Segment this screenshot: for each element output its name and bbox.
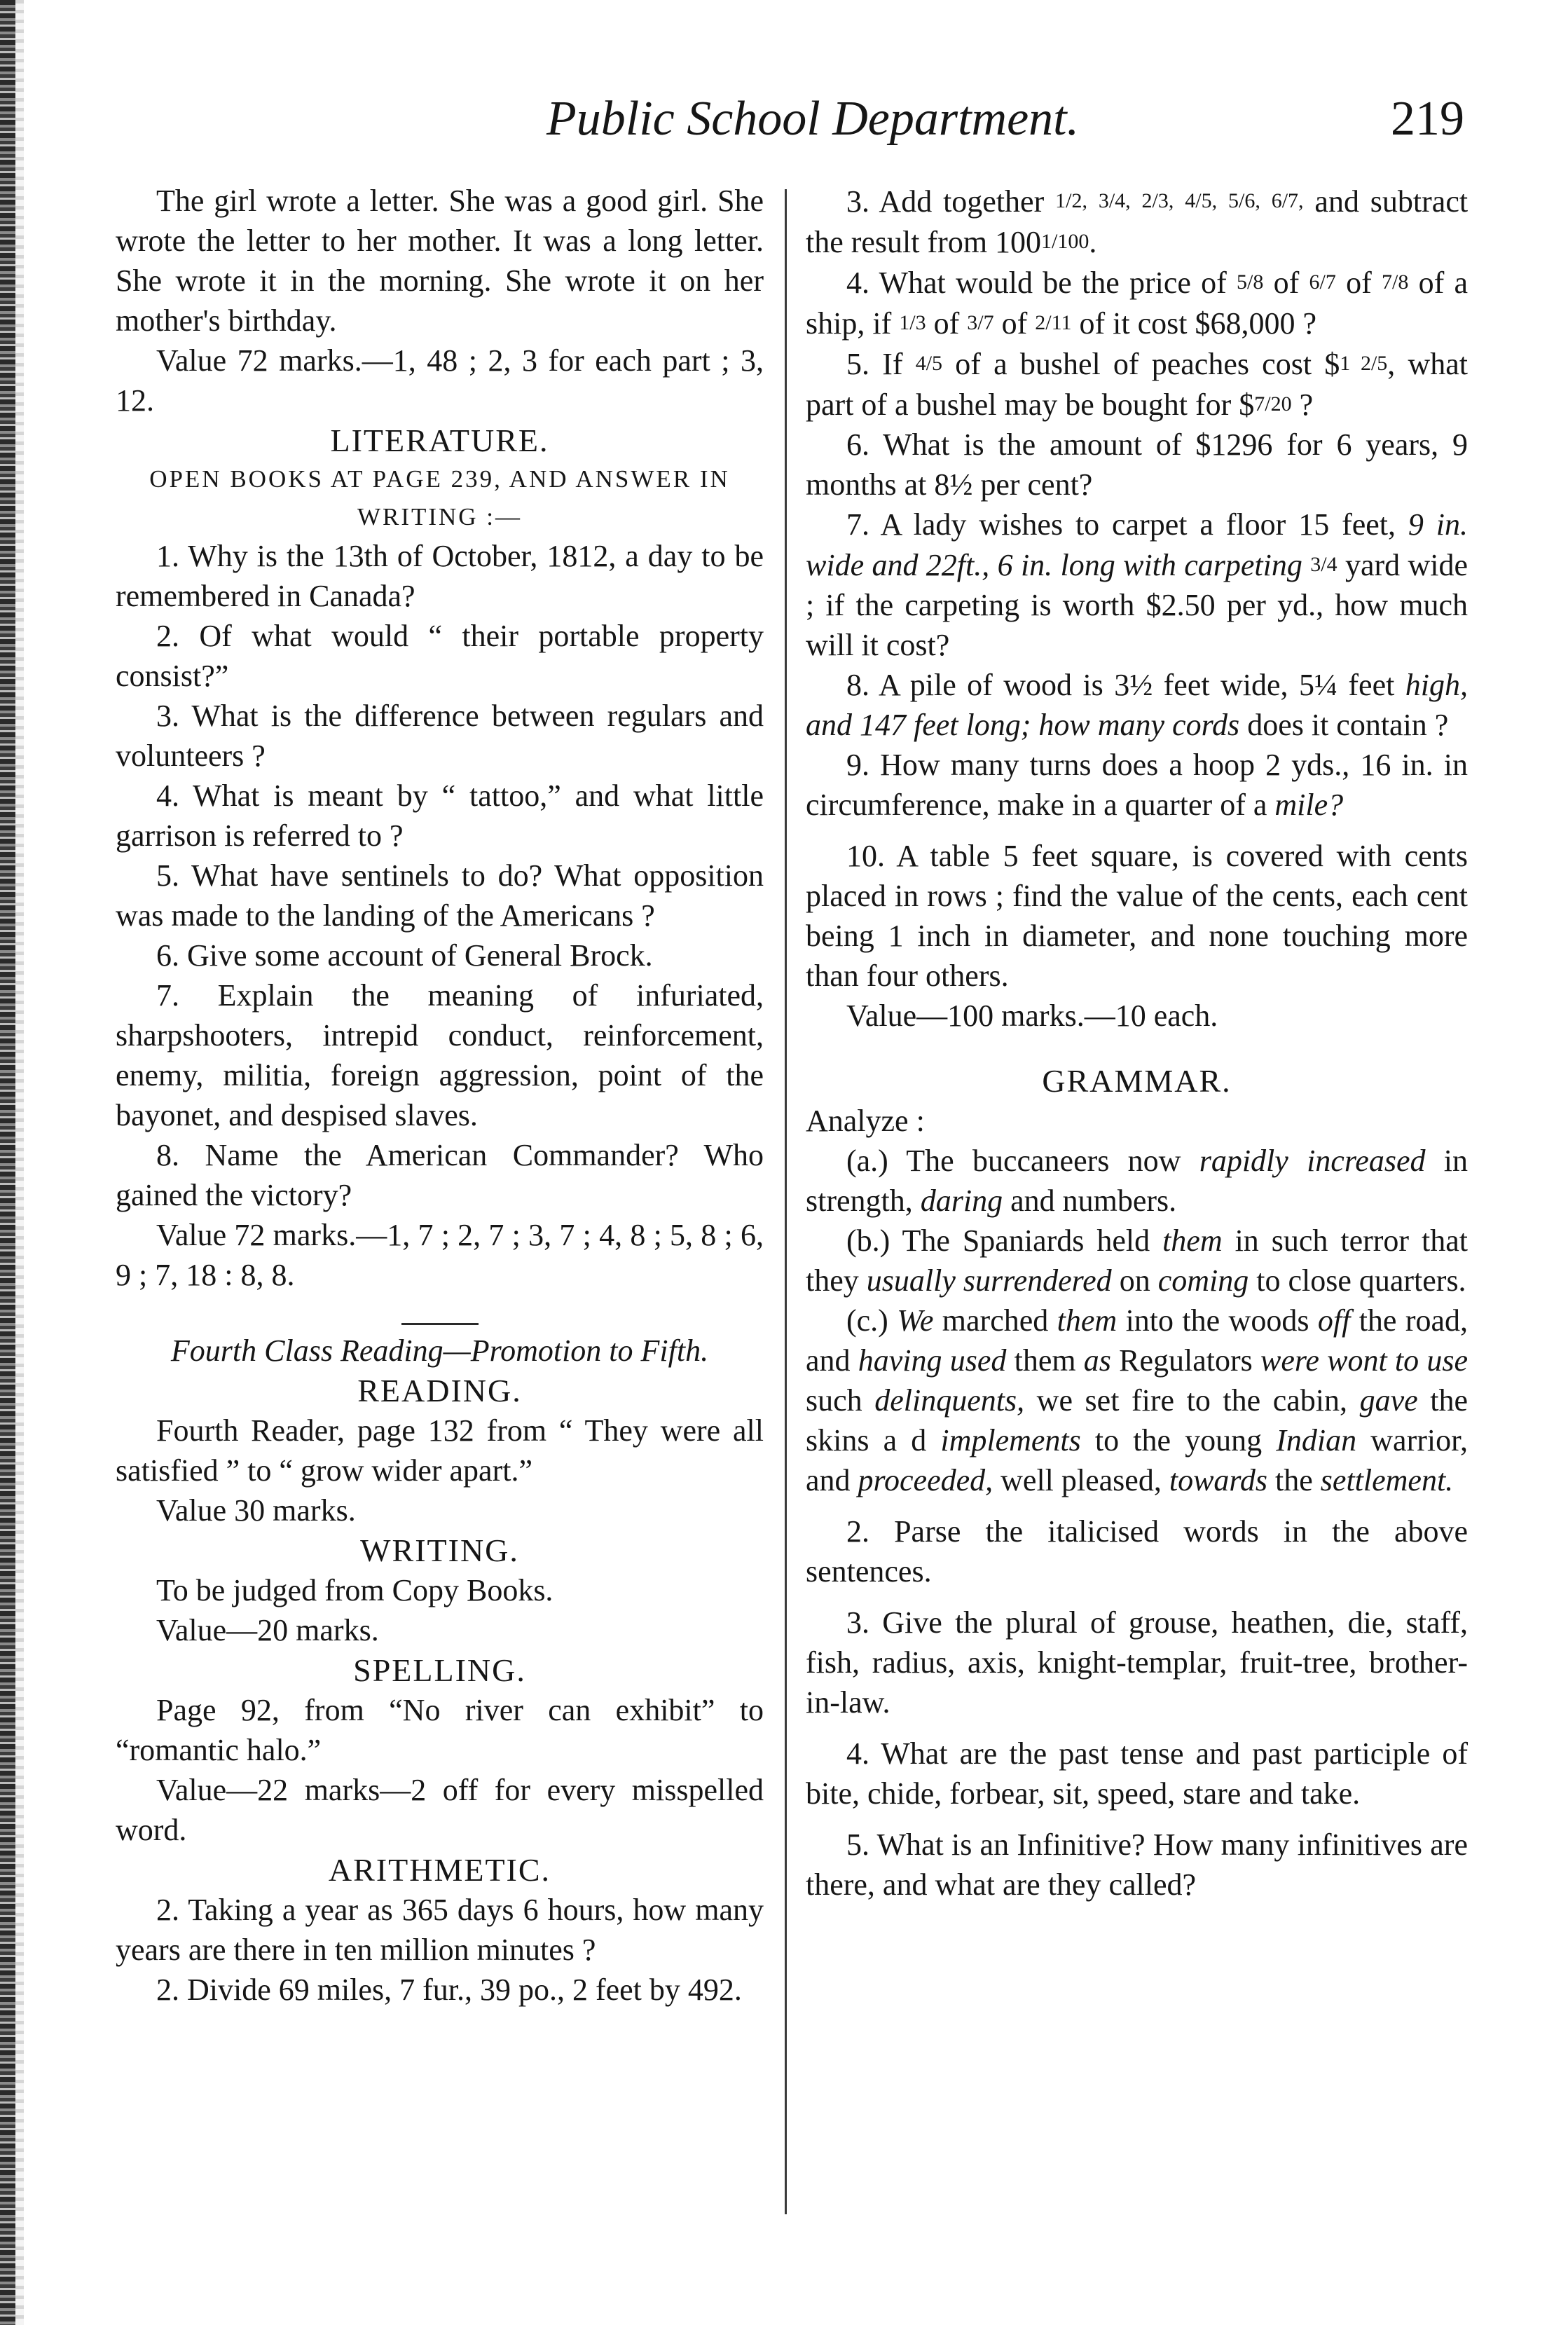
literature-question: 1. Why is the 13th of October, 1812, a day to be remembered in Canada? (116, 539, 764, 613)
arithmetic-value: Value—100 marks.—10 each. (846, 999, 1218, 1033)
grammar-analyze-label: Analyze : (806, 1104, 925, 1138)
column-divider (785, 189, 787, 2214)
running-head: Public School Department. (546, 92, 1080, 146)
dictation-text: The girl wrote a letter. She was a good girl. She wrote the letter to her mother. It was a long letter. She wrote it in the morning. She wrote it on her mother's birthday. (116, 184, 764, 338)
arithmetic-question-7: 7. A lady wishes to carpet a floor 15 feet, 9 in. wide and 22ft., 6 in. long with carpeting 3/4 yard wide ; if the carpeting is worth $2.50 per yd., how much will it cost? (806, 507, 1469, 662)
reading-value: Value 30 marks. (156, 1493, 356, 1528)
literature-instruction: OPEN BOOKS AT PAGE 239, AND ANSWER IN WRITING :— (149, 465, 730, 530)
grammar-sentence-b: (b.) The Spaniards held them in such terror that they usually surrendered on coming to close quarters. (806, 1223, 1469, 1298)
writing-heading: WRITING. (360, 1532, 519, 1568)
fraction: 5/6, (1227, 189, 1260, 212)
left-column (116, 181, 764, 2010)
fraction: 1/100 (1041, 230, 1089, 253)
page-number: 219 (1391, 92, 1464, 146)
dictation-value: Value 72 marks.—1, 48 ; 2, 3 for each part ; 3, 12. (116, 343, 764, 418)
fraction: 5/8 (1237, 270, 1264, 294)
spelling-value: Value—22 marks—2 off for every misspelled word. (116, 1773, 764, 1847)
fraction: 3/4 (1310, 553, 1337, 576)
literature-question: 7. Explain the meaning of infuriated, sharpshooters, intrepid conduct, reinforcement, enemy, militia, foreign aggression, point of the bayonet, and despised slaves. (116, 978, 764, 1132)
fraction: 2/3, (1141, 189, 1174, 212)
grammar-question: 4. What are the past tense and past participle of bite, chide, forbear, sit, speed, stare and take. (806, 1736, 1468, 1811)
grammar-question: 2. Parse the italicised words in the above sentences. (806, 1514, 1468, 1589)
reading-heading: READING. (357, 1373, 522, 1408)
fraction: 3/4, (1098, 189, 1131, 212)
class-heading: Fourth Class Reading—Promotion to Fifth. (170, 1333, 709, 1368)
fraction: 3/7 (967, 311, 994, 334)
arithmetic-question: 2. Divide 69 miles, 7 fur., 39 po., 2 feet by 492. (156, 1973, 742, 2007)
arithmetic-heading: ARITHMETIC. (328, 1852, 551, 1888)
grammar-sentence-c: (c.) We marched them into the woods off the road, and having used them as Regulators were wont to use such delinquents, we set fire to the cabin, gave the skins a d implements to the young Indian warrior, and proceeded, well pleased, towards the settlement. (806, 1303, 1469, 1497)
literature-heading: LITERATURE. (330, 423, 549, 458)
fraction: 1/2, (1055, 189, 1087, 212)
arithmetic-question-9: 9. How many turns does a hoop 2 yds., 16 in. in circumference, make in a quarter of a mile? (806, 748, 1468, 822)
fraction: 1/3 (899, 311, 926, 334)
grammar-question: 3. Give the plural of grouse, heathen, die, staff, fish, radius, axis, knight-templar, fruit-tree, brother-in-law. (806, 1605, 1468, 1720)
literature-question: 5. What have sentinels to do? What opposition was made to the landing of the Americans ? (116, 858, 764, 933)
grammar-heading: GRAMMAR. (1042, 1063, 1232, 1099)
arithmetic-question-3: 3. Add together 1/2, 3/4, 2/3, 4/5, 5/6, 6/7, and subtract the result from 1001/100. (806, 184, 1469, 259)
writing-value: Value—20 marks. (156, 1613, 379, 1647)
spelling-text: Page 92, from “No river can exhibit” to “romantic halo.” (116, 1693, 764, 1767)
literature-value: Value 72 marks.—1, 7 ; 2, 7 ; 3, 7 ; 4, 8 ; 5, 8 ; 6, 9 ; 7, 18 : 8, 8. (116, 1218, 764, 1292)
writing-text: To be judged from Copy Books. (156, 1573, 553, 1607)
arithmetic-question-4: 4. What would be the price of 5/8 of 6/7 of 7/8 of a ship, if 1/3 of 3/7 of 2/11 of it cost $68,000 ? (806, 266, 1469, 341)
literature-question: 2. Of what would “ their portable property consist?” (116, 619, 764, 693)
spelling-heading: SPELLING. (353, 1652, 526, 1688)
reading-text: Fourth Reader, page 132 from “ They were all satisfied ” to “ grow wider apart.” (116, 1413, 764, 1488)
literature-question: 6. Give some account of General Brock. (156, 938, 653, 973)
arithmetic-question: 2. Taking a year as 365 days 6 hours, how many years are there in ten million minutes ? (116, 1893, 764, 1967)
literature-question: 3. What is the difference between regulars and volunteers ? (116, 699, 764, 773)
literature-question: 4. What is meant by “ tattoo,” and what little garrison is referred to ? (116, 779, 764, 853)
arithmetic-question-8: 8. A pile of wood is 3½ feet wide, 5¼ feet high, and 147 feet long; how many cords does it contain ? (806, 668, 1469, 742)
section-rule (401, 1323, 479, 1325)
right-column (806, 181, 1468, 1905)
fraction: 2/11 (1035, 311, 1072, 334)
literature-question: 8. Name the American Commander? Who gained the victory? (116, 1138, 764, 1212)
fraction: 6/7, (1271, 189, 1304, 212)
fraction: 1 2/5 (1340, 352, 1388, 375)
fraction: 6/7 (1309, 270, 1336, 294)
grammar-question: 5. What is an Infinitive? How many infinitives are there, and what are they called? (806, 1827, 1468, 1902)
book-spine-edge (0, 0, 15, 2325)
arithmetic-question-5: 5. If 4/5 of a bushel of peaches cost $1 2/5, what part of a bushel may be bought for $7/20 ? (806, 347, 1469, 422)
fraction: 4/5 (915, 352, 943, 375)
fraction: 7/8 (1382, 270, 1409, 294)
fraction: 4/5, (1185, 189, 1218, 212)
arithmetic-question-6: 6. What is the amount of $1296 for 6 years, 9 months at 8½ per cent? (806, 427, 1468, 502)
page-header (0, 83, 1568, 160)
grammar-sentence-a: (a.) The buccaneers now rapidly increased in strength, daring and numbers. (806, 1144, 1468, 1218)
arithmetic-question-10: 10. A table 5 feet square, is covered with cents placed in rows ; find the value of the cents, each cent being 1 inch in diameter, and none touching more than four others. (806, 839, 1468, 993)
fraction: 7/20 (1254, 392, 1292, 416)
page-gutter-shadow (15, 0, 24, 2325)
